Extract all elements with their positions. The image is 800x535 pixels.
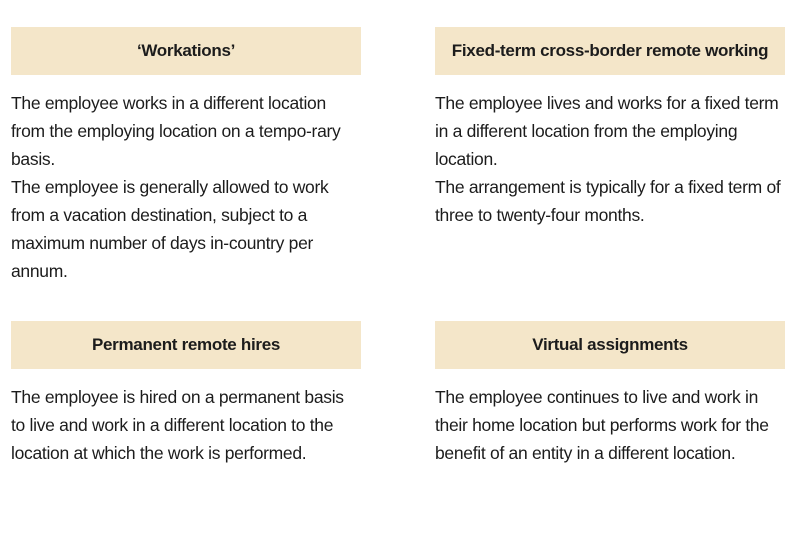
card-title: Fixed-term cross-border remote working [435, 27, 785, 75]
card-fixed-term-remote-working [435, 27, 785, 229]
card-title: Permanent remote hires [11, 321, 361, 369]
card-description [11, 383, 361, 467]
card-title: Virtual assignments [435, 321, 785, 369]
card-paragraph: The employee continues to live and work in their home location but performs work for the benefit of an entity in a different location. [435, 387, 769, 463]
card-virtual-assignments [435, 321, 785, 467]
card-permanent-remote-hires [11, 321, 361, 467]
card-paragraph: The arrangement is typically for a fixed term of three to twenty-four months. [435, 177, 781, 225]
card-paragraph: The employee works in a different location from the employing location on a tempo-rary basis. [11, 93, 341, 169]
card-workations [11, 27, 361, 285]
card-paragraph: The employee lives and works for a fixed term in a different location from the employing location. [435, 93, 779, 169]
card-description [11, 89, 361, 285]
card-paragraph: The employee is hired on a permanent basis to live and work in a different location to the location at which the work is performed. [11, 387, 344, 463]
card-description [435, 383, 785, 467]
card-title: ‘Workations’ [11, 27, 361, 75]
card-paragraph: The employee is generally allowed to work from a vacation destination, subject to a maximum number of days in-country per annum. [11, 177, 329, 281]
card-description [435, 89, 785, 229]
